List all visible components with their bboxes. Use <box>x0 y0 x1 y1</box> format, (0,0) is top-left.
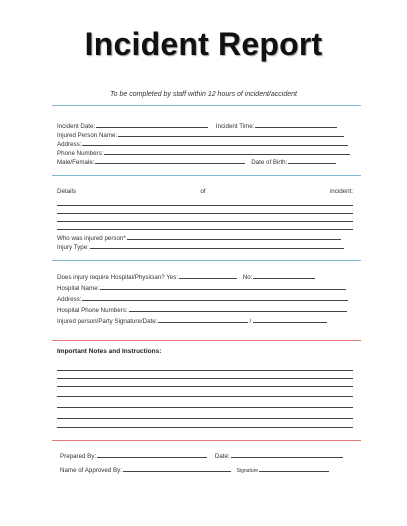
injury-type-label: Injury Type: <box>57 244 89 251</box>
details-line-4[interactable] <box>57 229 353 230</box>
gender-row <box>57 157 336 167</box>
hospital-address-label: Address: <box>57 296 82 303</box>
details-row <box>57 188 353 196</box>
prepared-by-row <box>60 451 343 461</box>
incident-time-label: Incident Time: <box>215 123 255 130</box>
section-divider-top <box>52 105 361 106</box>
dob-field[interactable] <box>288 157 336 164</box>
hospital-phone-row <box>57 305 347 315</box>
prepared-by-label: Prepared By: <box>60 453 97 460</box>
section-divider-1 <box>52 175 361 176</box>
prepared-date-label: Date: <box>214 453 230 460</box>
details-label-b: of <box>200 188 206 195</box>
gender-field[interactable] <box>95 157 245 164</box>
signature-field[interactable] <box>158 316 248 323</box>
notes-line-5[interactable] <box>57 407 353 408</box>
notes-line-2[interactable] <box>57 378 353 379</box>
hospital-no-field[interactable] <box>253 272 315 279</box>
approved-signature-field[interactable] <box>259 465 329 472</box>
phone-field[interactable] <box>104 148 350 155</box>
injured-name-label: Injured Person Name: <box>57 132 118 139</box>
prepared-by-field[interactable] <box>97 451 207 458</box>
address-label: Address: <box>57 141 82 148</box>
signature-date-field[interactable] <box>253 316 327 323</box>
incident-time-field[interactable] <box>255 121 337 128</box>
notes-line-6[interactable] <box>57 418 353 419</box>
hospital-name-field[interactable] <box>100 283 346 290</box>
notes-line-1[interactable] <box>57 370 353 371</box>
injury-type-row <box>57 242 344 252</box>
page-title: Incident Report <box>84 26 323 62</box>
hospital-name-row <box>57 283 346 293</box>
hospital-name-label: Hospital Name: <box>57 285 100 292</box>
incident-date-field[interactable] <box>96 121 208 128</box>
section-divider-2 <box>52 260 361 261</box>
prepared-date-field[interactable] <box>231 451 343 458</box>
approved-signature-label: Signature <box>236 468 259 474</box>
hospital-phone-label: Hospital Phone Numbers: <box>57 307 128 314</box>
hospital-address-row <box>57 294 348 304</box>
phone-label: Phone Numbers: <box>57 150 104 157</box>
details-line-1[interactable] <box>57 205 353 206</box>
address-field[interactable] <box>82 139 348 146</box>
hospital-question-label: Does injury require Hospital/Physician? Yes: <box>57 274 179 281</box>
notes-line-7[interactable] <box>57 427 353 428</box>
hospital-address-field[interactable] <box>82 294 348 301</box>
details-label-c: incident: <box>329 188 353 195</box>
hospital-yes-field[interactable] <box>179 272 237 279</box>
approved-by-label: Name of Approved By: <box>60 467 122 474</box>
hospital-question-row <box>57 272 315 282</box>
injury-type-field[interactable] <box>90 242 344 249</box>
page-subtitle: To be completed by staff within 12 hours of incident/accident <box>110 91 297 98</box>
notes-divider <box>52 340 361 341</box>
signature-row: Injured person/Party Signature/Date: / <box>57 316 327 326</box>
injured-name-field[interactable] <box>118 130 344 137</box>
details-line-2[interactable] <box>57 213 353 214</box>
notes-heading: Important Notes and Instructions: <box>57 348 162 355</box>
signature-label: Injured person/Party Signature/Date: <box>57 318 158 325</box>
who-injured-label: Who was injured person* <box>57 235 126 242</box>
who-injured-field[interactable] <box>127 233 341 240</box>
notes-line-3[interactable] <box>57 386 353 387</box>
incident-date-label: Incident Date: <box>57 123 96 130</box>
details-line-3[interactable] <box>57 221 353 222</box>
notes-line-4[interactable] <box>57 396 353 397</box>
hospital-no-label: No: <box>242 274 253 281</box>
dob-label: Date of Birth: <box>251 159 288 166</box>
approved-by-field[interactable] <box>123 465 231 472</box>
footer-divider <box>52 440 361 441</box>
gender-label: Male/Female: <box>57 159 95 166</box>
hospital-phone-field[interactable] <box>129 305 347 312</box>
approved-by-row <box>60 465 329 475</box>
details-label-a: Details <box>57 188 76 195</box>
